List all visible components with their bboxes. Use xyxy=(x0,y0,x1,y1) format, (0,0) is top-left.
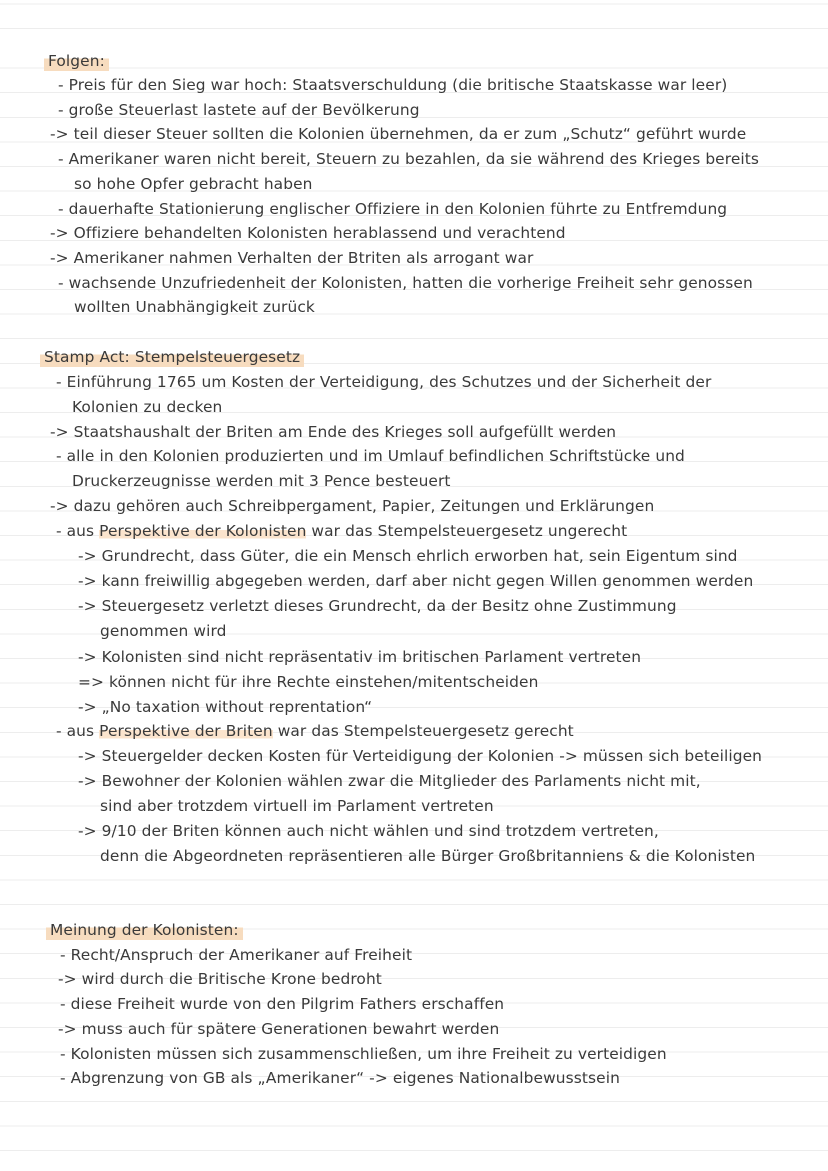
folgen-line-3: -> teil dieser Steuer sollten die Kolonien übernehmen, da er zum „Schutz“ geführt wurde xyxy=(50,125,747,143)
folgen-line-2: - große Steuerlast lastete auf der Bevölkerung xyxy=(58,101,420,119)
folgen-line-10: wollten Unabhängigkeit zurück xyxy=(74,298,315,316)
stamp-act-line-2: Kolonien zu decken xyxy=(72,398,223,416)
stamp-act-line-15: -> Bewohner der Kolonien wählen zwar die Mitglieder des Parlaments nicht mit, xyxy=(78,772,701,790)
folgen-line-6: - dauerhafte Stationierung englischer Offiziere in den Kolonien führte zu Entfremdung xyxy=(58,200,728,218)
stamp-act-line-10: genommen wird xyxy=(100,622,227,640)
folgen-line-4: - Amerikaner waren nicht bereit, Steuern zu bezahlen, da sie während des Krieges bereits xyxy=(58,150,760,168)
stamp-act-line-1: - Einführung 1765 um Kosten der Verteidigung, des Schutzes und der Sicherheit der xyxy=(56,373,712,391)
folgen-line-9: - wachsende Unzufriedenheit der Kolonisten, hatten die vorherige Freiheit sehr genossen xyxy=(58,274,753,292)
stamp-act-briten-perspective: - aus Perspektive der Briten war das Stempelsteuergesetz gerecht xyxy=(56,722,574,740)
meinung-line-5: - Kolonisten müssen sich zusammenschließen, um ihre Freiheit zu verteidigen xyxy=(60,1045,667,1063)
stamp-act-line-17: -> 9/10 der Briten können auch nicht wählen und sind trotzdem vertreten, xyxy=(78,822,659,840)
meinung-line-3: - diese Freiheit wurde von den Pilgrim Fathers erschaffen xyxy=(60,995,505,1013)
meinung-line-4: -> muss auch für spätere Generationen bewahrt werden xyxy=(58,1020,500,1038)
stamp-act-line-5: Druckerzeugnisse werden mit 3 Pence besteuert xyxy=(72,472,451,490)
stamp-act-line-4: - alle in den Kolonien produzierten und im Umlauf befindlichen Schriftstücke und xyxy=(56,447,685,465)
stamp-act-line-18: denn die Abgeordneten repräsentieren alle Bürger Großbritanniens & die Kolonisten xyxy=(100,847,756,865)
meinung-line-1: - Recht/Anspruch der Amerikaner auf Freiheit xyxy=(60,946,413,964)
meinung-line-6: - Abgrenzung von GB als „Amerikaner“ -> eigenes Nationalbewusstsein xyxy=(60,1069,620,1087)
stamp-act-line-7: -> Grundrecht, dass Güter, die ein Mensch ehrlich erworben hat, sein Eigentum sind xyxy=(78,547,738,565)
stamp-act-kolonisten-perspective: - aus Perspektive der Kolonisten war das Stempelsteuergesetz ungerecht xyxy=(56,522,628,540)
stamp-act-line-3: -> Staatshaushalt der Briten am Ende des Krieges soll aufgefüllt werden xyxy=(50,423,617,441)
section-heading-folgen: Folgen: xyxy=(48,49,109,73)
stamp-act-line-13: -> „No taxation without reprentation“ xyxy=(78,698,373,716)
section-heading-meinung: Meinung der Kolonisten: xyxy=(50,918,243,942)
folgen-line-1: - Preis für den Sieg war hoch: Staatsverschuldung (die britische Staatskasse war leer) xyxy=(58,76,728,94)
stamp-act-line-11: -> Kolonisten sind nicht repräsentativ im britischen Parlament vertreten xyxy=(78,648,642,666)
stamp-act-line-16: sind aber trotzdem virtuell im Parlament vertreten xyxy=(100,797,494,815)
stamp-act-line-12: => können nicht für ihre Rechte einstehen/mitentscheiden xyxy=(78,673,539,691)
section-heading-stamp-act: Stamp Act: Stempelsteuergesetz xyxy=(44,345,304,369)
stamp-act-line-14: -> Steuergelder decken Kosten für Verteidigung der Kolonien -> müssen sich beteiligen xyxy=(78,747,762,765)
folgen-line-7: -> Offiziere behandelten Kolonisten herablassend und verachtend xyxy=(50,224,566,242)
meinung-line-2: -> wird durch die Britische Krone bedroht xyxy=(58,970,382,988)
stamp-act-line-8: -> kann freiwillig abgegeben werden, darf aber nicht gegen Willen genommen werden xyxy=(78,572,754,590)
folgen-line-8: -> Amerikaner nahmen Verhalten der Btriten als arrogant war xyxy=(50,249,534,267)
stamp-act-line-6: -> dazu gehören auch Schreibpergament, Papier, Zeitungen und Erklärungen xyxy=(50,497,655,515)
folgen-line-5: so hohe Opfer gebracht haben xyxy=(74,175,313,193)
stamp-act-line-9: -> Steuergesetz verletzt dieses Grundrecht, da der Besitz ohne Zustimmung xyxy=(78,597,677,615)
